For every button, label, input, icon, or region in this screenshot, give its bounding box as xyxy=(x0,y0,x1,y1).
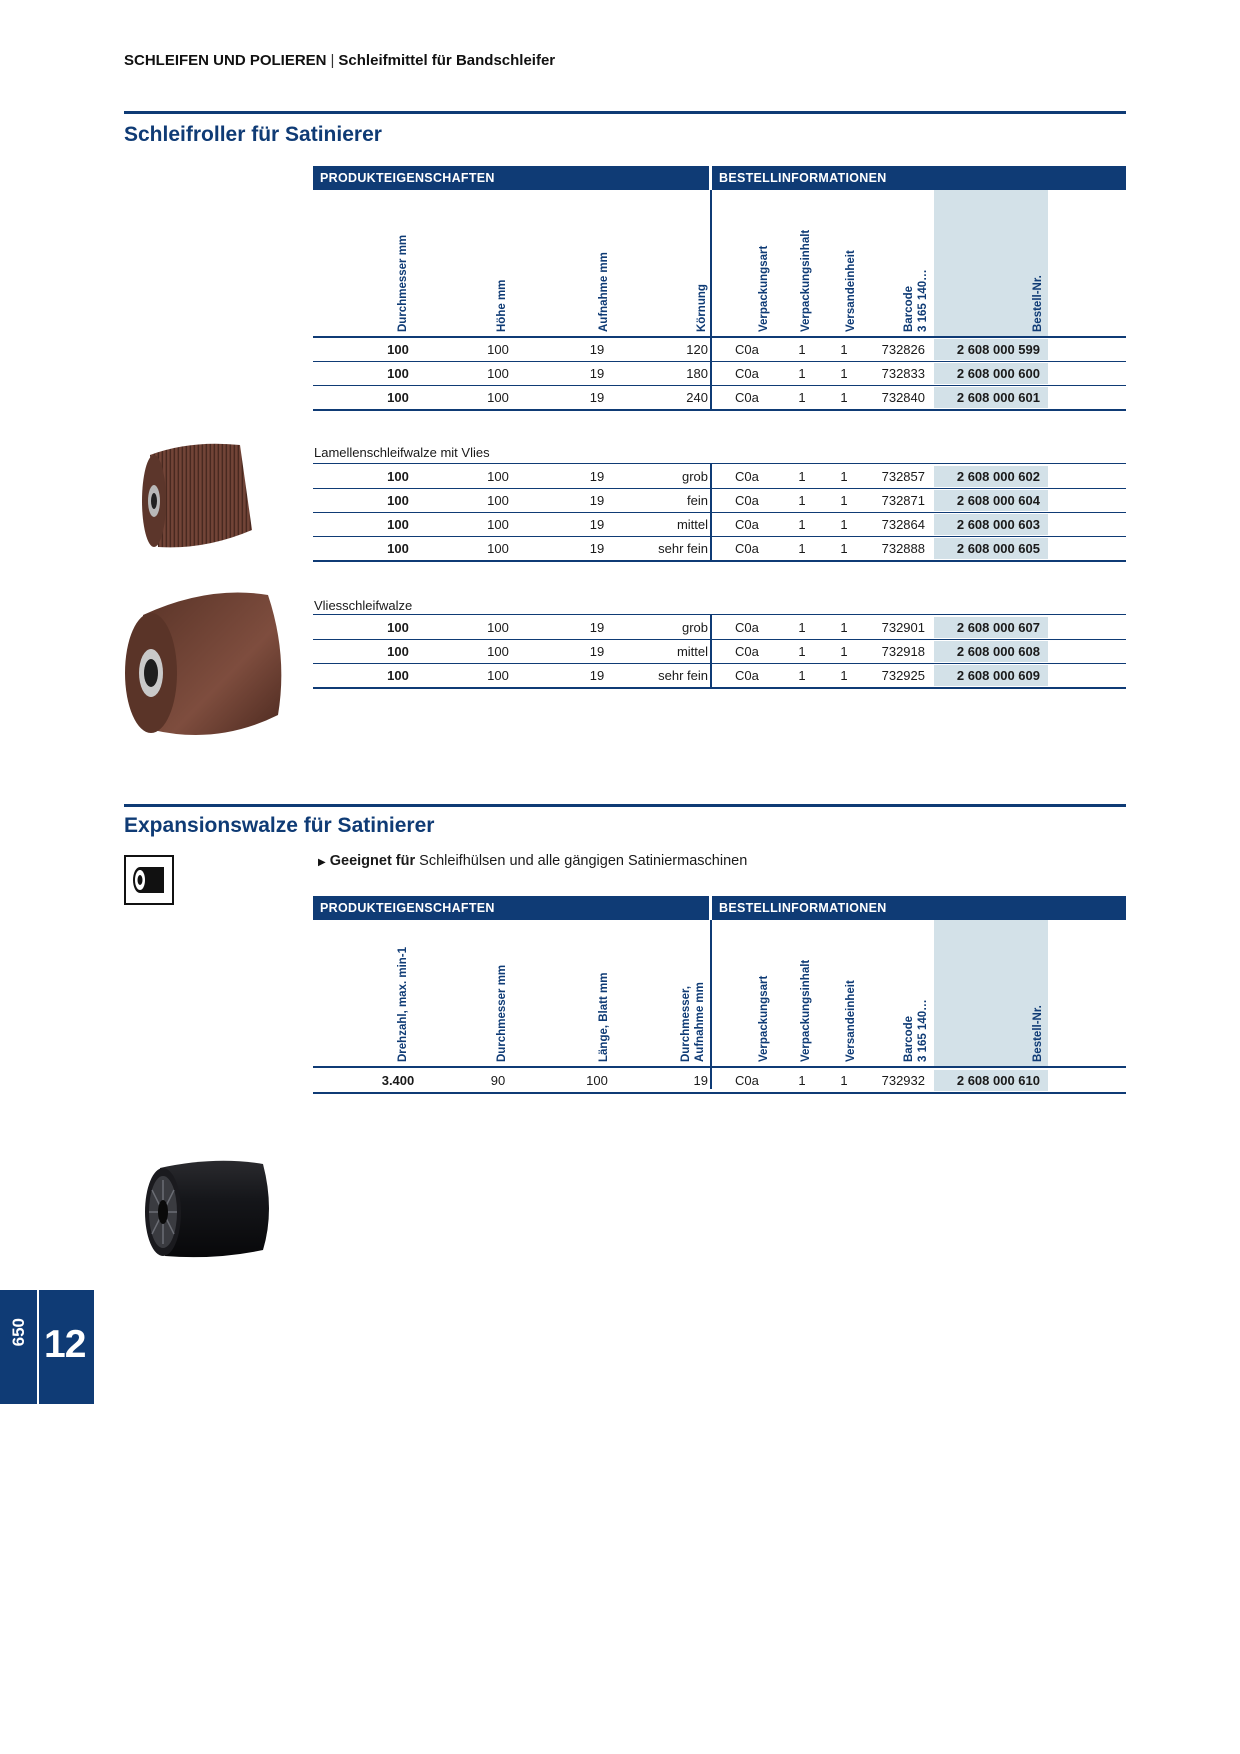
table-cell: 19 xyxy=(589,620,605,635)
table-cell: 1 xyxy=(840,469,848,484)
row-divider xyxy=(313,512,1126,513)
table-cell: 1 xyxy=(798,620,806,635)
table-cell: 732833 xyxy=(881,366,925,381)
table-cell: C0a xyxy=(735,644,759,659)
row-divider xyxy=(313,663,1126,664)
table-cell: 732888 xyxy=(881,541,925,556)
section1-header-rule xyxy=(313,336,1126,338)
col2-header-durchmesser: Durchmesser mm xyxy=(496,964,508,1062)
table-cell: 180 xyxy=(686,366,708,381)
table-cell: 240 xyxy=(686,390,708,405)
col-header-verpackungsart: Verpackungsart xyxy=(758,245,770,332)
section2-title: Expansionswalze für Satinierer xyxy=(124,814,435,837)
section1-bar-right: BESTELLINFORMATIONEN xyxy=(719,171,887,185)
row-divider xyxy=(313,1092,1126,1094)
table-cell: 1 xyxy=(798,668,806,683)
table-cell: 19 xyxy=(589,342,605,357)
table-cell: C0a xyxy=(735,342,759,357)
table-cell: 732925 xyxy=(881,668,925,683)
table-cell: 2 608 000 602 xyxy=(956,469,1040,484)
col2-header-barcode-prefix: 3 165 140… xyxy=(917,999,929,1062)
section1-divider-c xyxy=(710,615,712,689)
table-cell: 732932 xyxy=(881,1073,925,1088)
table-cell: 100 xyxy=(487,469,509,484)
table-cell: 1 xyxy=(840,517,848,532)
row-divider xyxy=(313,361,1126,362)
col2-header-durchmesser-aufnahme-1: Durchmesser, xyxy=(680,985,692,1062)
row-divider xyxy=(313,687,1126,689)
table-cell: 100 xyxy=(487,668,509,683)
table-cell: 100 xyxy=(387,390,409,405)
section2-rule xyxy=(124,804,1126,807)
table-cell: 1 xyxy=(840,541,848,556)
table-cell: 1 xyxy=(798,493,806,508)
col-header-versandeinheit: Versandeinheit xyxy=(845,250,857,332)
table-cell: 19 xyxy=(589,668,605,683)
table-cell: 732901 xyxy=(881,620,925,635)
table-cell: 19 xyxy=(589,469,605,484)
table-cell: 19 xyxy=(589,493,605,508)
table-cell: C0a xyxy=(735,668,759,683)
table-cell: 19 xyxy=(589,390,605,405)
page-header xyxy=(124,52,555,69)
table-cell: 1 xyxy=(840,493,848,508)
col2-header-drehzahl: Drehzahl, max. min-1 xyxy=(397,946,409,1062)
table-cell: 100 xyxy=(487,517,509,532)
table-cell: C0a xyxy=(735,541,759,556)
col-header-koernung: Körnung xyxy=(696,284,708,332)
table-cell: 90 xyxy=(490,1073,506,1088)
row-divider xyxy=(313,639,1126,640)
table-cell: 100 xyxy=(586,1073,608,1088)
header-category: SCHLEIFEN UND POLIEREN xyxy=(124,52,327,69)
table-cell: 100 xyxy=(387,517,409,532)
table-cell: 1 xyxy=(840,342,848,357)
table-cell: 2 608 000 609 xyxy=(956,668,1040,683)
table-cell: 19 xyxy=(693,1073,708,1088)
table-cell: 19 xyxy=(589,366,605,381)
vlies-roller-image xyxy=(118,585,293,750)
page-number-tab xyxy=(0,1290,37,1404)
section2-bar-left: PRODUKTEIGENSCHAFTEN xyxy=(320,901,495,915)
table-cell: 100 xyxy=(387,668,409,683)
header-separator: | xyxy=(330,52,335,69)
expansion-roller-icon xyxy=(124,855,174,905)
col-header-verpackungsinhalt: Verpackungsinhalt xyxy=(800,229,812,332)
group3-top-rule xyxy=(313,614,1126,615)
table-cell: 100 xyxy=(387,541,409,556)
table-cell: C0a xyxy=(735,517,759,532)
table-cell: 100 xyxy=(387,493,409,508)
table-cell: 1 xyxy=(840,366,848,381)
table-cell: 19 xyxy=(589,644,605,659)
table-cell: 1 xyxy=(798,366,806,381)
table-cell: C0a xyxy=(735,493,759,508)
table-cell: 2 608 000 604 xyxy=(956,493,1040,508)
row-divider xyxy=(313,385,1126,386)
table-cell: 1 xyxy=(840,390,848,405)
table-cell: 100 xyxy=(387,366,409,381)
page-number: 650 xyxy=(9,1318,28,1347)
table-cell: sehr fein xyxy=(658,668,708,683)
chapter-tab xyxy=(39,1290,94,1404)
bar-divider xyxy=(709,896,712,920)
table-cell: 1 xyxy=(840,620,848,635)
section1-divider-a xyxy=(710,190,712,410)
col-header-barcode: Barcode xyxy=(903,285,915,332)
col-header-barcode-prefix: 3 165 140… xyxy=(917,269,929,332)
chapter-number: 12 xyxy=(44,1323,86,1366)
roller-pictogram-icon xyxy=(126,857,172,903)
table-cell: 732840 xyxy=(881,390,925,405)
table-cell: C0a xyxy=(735,469,759,484)
table-cell: 2 608 000 601 xyxy=(956,390,1040,405)
table-cell: 1 xyxy=(798,644,806,659)
table-cell: 2 608 000 605 xyxy=(956,541,1040,556)
table-cell: 2 608 000 608 xyxy=(956,644,1040,659)
lamellen-roller-image xyxy=(130,435,260,565)
row-divider xyxy=(313,560,1126,562)
table-cell: 100 xyxy=(487,541,509,556)
table-cell: 732857 xyxy=(881,469,925,484)
group2-top-rule xyxy=(313,463,1126,464)
table-cell: 100 xyxy=(487,644,509,659)
table-cell: fein xyxy=(687,493,708,508)
table-cell: 1 xyxy=(840,1073,848,1088)
table-cell: 100 xyxy=(487,390,509,405)
table-cell: 19 xyxy=(589,541,605,556)
table-cell: 100 xyxy=(387,342,409,357)
col2-header-laenge: Länge, Blatt mm xyxy=(598,972,610,1062)
group2-title: Lamellenschleifwalze mit Vlies xyxy=(314,445,490,460)
table-cell: mittel xyxy=(676,517,708,532)
table-cell: 2 608 000 607 xyxy=(956,620,1040,635)
header-subcategory: Schleifmittel für Bandschleifer xyxy=(338,52,556,69)
table-cell: 19 xyxy=(589,517,605,532)
table-cell: grob xyxy=(681,469,708,484)
section2-header-rule xyxy=(313,1066,1126,1068)
table-cell: C0a xyxy=(735,1073,759,1088)
section1-header-bar xyxy=(313,166,1126,190)
table-cell: 732826 xyxy=(881,342,925,357)
col-header-durchmesser: Durchmesser mm xyxy=(397,234,409,332)
table-cell: 120 xyxy=(686,342,708,357)
table-cell: 1 xyxy=(798,342,806,357)
table-cell: 100 xyxy=(487,366,509,381)
group3-title: Vliesschleifwalze xyxy=(314,598,413,613)
bar-divider xyxy=(709,166,712,190)
section2-bar-right: BESTELLINFORMATIONEN xyxy=(719,901,887,915)
section2-header-bar xyxy=(313,896,1126,920)
section1-title: Schleifroller für Satinierer xyxy=(124,123,382,146)
col-header-bestellnr: Bestell-Nr. xyxy=(1032,275,1044,332)
table-cell: 1 xyxy=(840,644,848,659)
col2-header-bestellnr: Bestell-Nr. xyxy=(1032,1005,1044,1062)
table-cell: C0a xyxy=(735,366,759,381)
table-cell: 1 xyxy=(798,517,806,532)
col-header-aufnahme: Aufnahme mm xyxy=(598,252,610,332)
col2-header-versandeinheit: Versandeinheit xyxy=(845,980,857,1062)
col2-header-verpackungsart: Verpackungsart xyxy=(758,975,770,1062)
row-divider xyxy=(313,488,1126,489)
table-cell: 1 xyxy=(840,668,848,683)
table-cell: 1 xyxy=(798,469,806,484)
table-cell: C0a xyxy=(735,620,759,635)
table-cell: 2 608 000 610 xyxy=(956,1073,1040,1088)
section1-rule xyxy=(124,111,1126,114)
suitability-text: Schleifhülsen und alle gängigen Satiniermaschinen xyxy=(419,853,748,869)
table-cell: 1 xyxy=(798,541,806,556)
table-cell: C0a xyxy=(735,390,759,405)
table-cell: 732871 xyxy=(881,493,925,508)
table-cell: 2 608 000 600 xyxy=(956,366,1040,381)
suitability-note xyxy=(318,853,747,869)
table-cell: sehr fein xyxy=(658,541,708,556)
table-cell: 732918 xyxy=(881,644,925,659)
col-header-hoehe: Höhe mm xyxy=(496,279,508,332)
expansion-roller-image xyxy=(135,1150,280,1270)
table-cell: 100 xyxy=(487,342,509,357)
col2-header-barcode: Barcode xyxy=(903,1015,915,1062)
table-cell: 100 xyxy=(487,493,509,508)
section2-divider xyxy=(710,920,712,1089)
table-cell: 1 xyxy=(798,390,806,405)
table-cell: 100 xyxy=(387,644,409,659)
table-cell: 100 xyxy=(387,469,409,484)
bullet-triangle-icon: ▶ xyxy=(318,857,326,868)
table-cell: 2 608 000 603 xyxy=(956,517,1040,532)
table-cell: 3.400 xyxy=(381,1073,415,1088)
col2-header-verpackungsinhalt: Verpackungsinhalt xyxy=(800,959,812,1062)
table-cell: 100 xyxy=(487,620,509,635)
table-cell: grob xyxy=(681,620,708,635)
row-divider xyxy=(313,536,1126,537)
row-divider xyxy=(313,409,1126,411)
suitability-label: Geeignet für xyxy=(329,853,416,869)
col2-header-durchmesser-aufnahme-2: Aufnahme mm xyxy=(694,982,706,1062)
table-cell: 100 xyxy=(387,620,409,635)
table-cell: mittel xyxy=(676,644,708,659)
section1-bar-left: PRODUKTEIGENSCHAFTEN xyxy=(320,171,495,185)
table-cell: 732864 xyxy=(881,517,925,532)
table-cell: 2 608 000 599 xyxy=(956,342,1040,357)
order-number-column-bg xyxy=(934,190,1048,336)
order-number-column-bg-2 xyxy=(934,920,1048,1066)
table-cell: 1 xyxy=(798,1073,806,1088)
